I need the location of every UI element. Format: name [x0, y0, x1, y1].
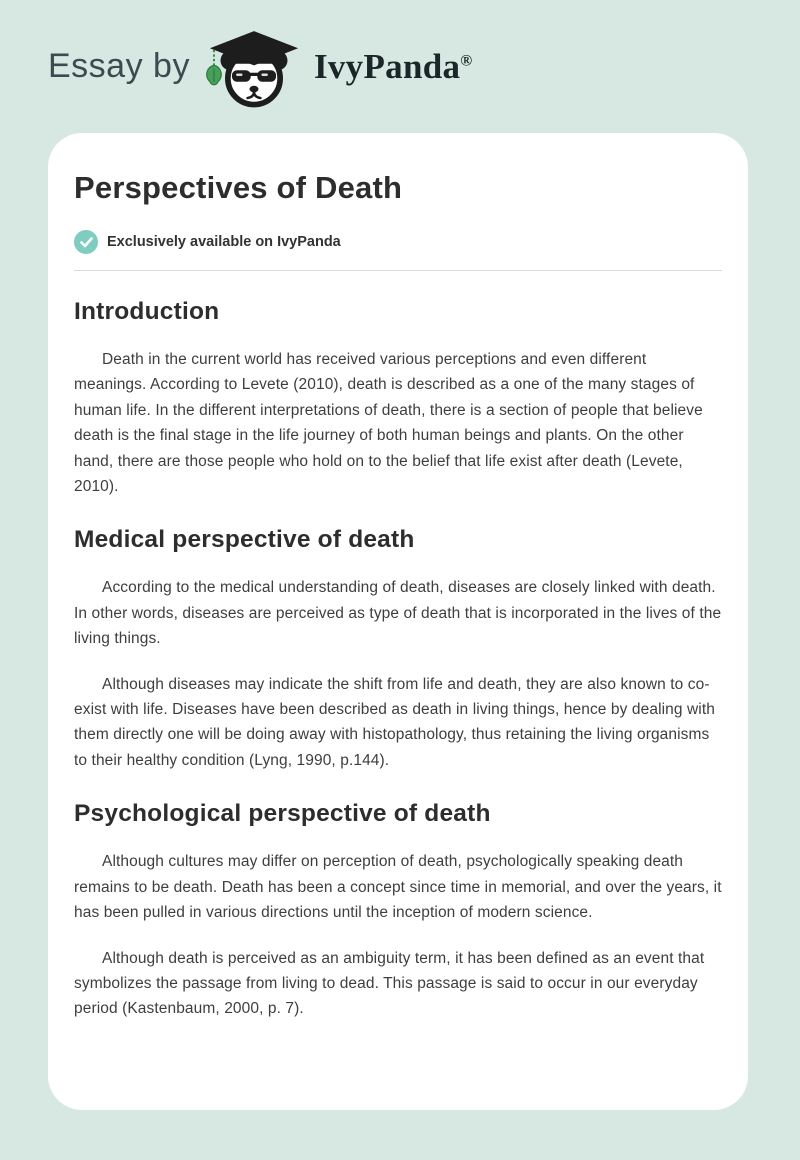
brand-name [314, 47, 473, 87]
essay-card [48, 133, 748, 1110]
paragraph: Although death is perceived as an ambiguity term, it has been defined as an event that symbolizes the passage from living to dead. This passage is said to occur in our everyday period (Kastenbaum, 2000, p. 7). [74, 949, 705, 1018]
paragraph: Although diseases may indicate the shift from life and death, they are also known to co-exist with life. Diseases have been described as death in living things, hence by dealing with them directly one will be doing away with histopathology, thus retaining the living organisms to their healthy condition (Lyng, 1990, p.144). [74, 675, 715, 769]
paragraph: According to the medical understanding of death, diseases are closely linked with death. In other words, diseases are perceived as type of death that is incorporated in the lives of the living things. [74, 579, 722, 648]
paragraph: Death in the current world has received various perceptions and even different meanings. According to Levete (2010), death is described as a one of the many stages of human life. In the different interpretations of death, there is a section of people that believe death is the final stage in the life journey of both human beings and plants. On the other hand, there are those people who hold on to the belief that life exist after death (Levete, 2010). [74, 351, 703, 496]
page-title: Perspectives of Death [74, 170, 403, 205]
section-heading-medical: Medical perspective of death [74, 526, 415, 554]
check-icon [80, 237, 93, 248]
divider [74, 270, 722, 271]
paragraph: Although cultures may differ on perception of death, psychologically speaking death remains to be death. Death has been a concept since time in memorial, and over the years, it has been pulled in various directions until the inception of modern science. [74, 853, 722, 922]
section-heading-introduction: Introduction [74, 298, 220, 325]
exclusive-note-row [74, 230, 722, 254]
essay-by-label: Essay by [48, 47, 190, 85]
registered-mark: ® [460, 51, 473, 69]
panda-graduate-logo [204, 21, 304, 113]
section-heading-psychological: Psychological perspective of death [74, 800, 491, 828]
brand-text: IvyPanda [313, 46, 461, 86]
site-header [0, 0, 800, 133]
check-badge [74, 230, 98, 254]
panda-graduate-icon [205, 23, 303, 111]
exclusive-note: Exclusively available on IvyPanda [107, 234, 341, 250]
